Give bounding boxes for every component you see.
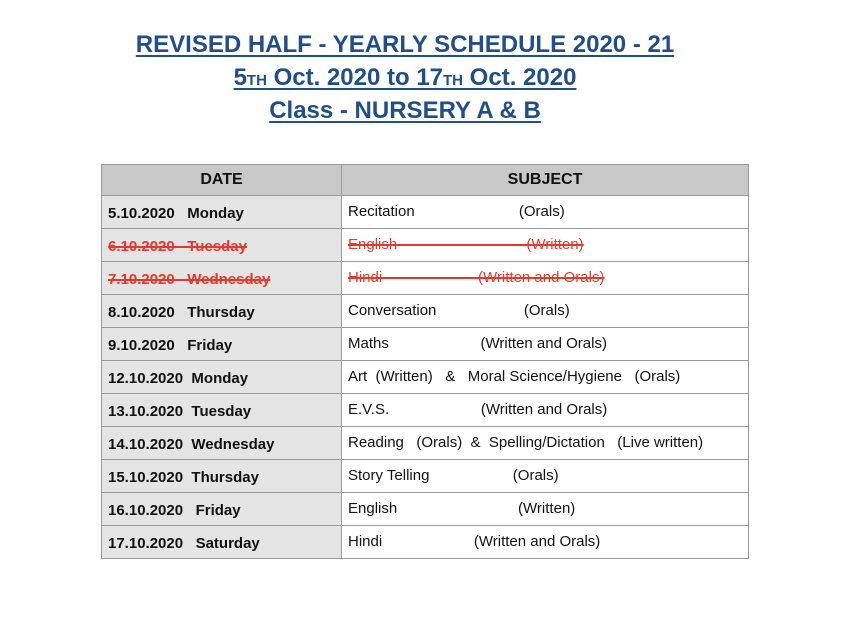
table-row: [102, 460, 749, 493]
exam-date: 15.10.2020 Thursday: [108, 469, 259, 486]
exam-date: 6.10.2020 Tuesday: [108, 238, 247, 255]
exam-date: 7.10.2020 Wednesday: [108, 271, 271, 288]
table-row: [102, 295, 749, 328]
table-row: [102, 394, 749, 427]
exam-date-cell: [102, 229, 342, 262]
exam-subject-cell: [342, 427, 749, 460]
exam-date-cell: [102, 427, 342, 460]
exam-date-cell: [102, 493, 342, 526]
exam-subject-cell: [342, 295, 749, 328]
table-row: [102, 229, 749, 262]
exam-subject: Hindi (Written and Orals): [348, 532, 601, 550]
table-row: [102, 427, 749, 460]
date-column-header: DATE: [102, 165, 342, 196]
exam-subject-cell: [342, 361, 749, 394]
exam-date-cell: [102, 460, 342, 493]
exam-date: 17.10.2020 Saturday: [108, 535, 260, 552]
schedule-title: REVISED HALF - YEARLY SCHEDULE 2020 - 21: [135, 31, 675, 58]
exam-date-cell: [102, 328, 342, 361]
exam-date: 12.10.2020 Monday: [108, 370, 249, 387]
table-row: [102, 493, 749, 526]
start-day-suffix: TH: [246, 72, 267, 89]
exam-subject-cell: [342, 493, 749, 526]
exam-date: 14.10.2020 Wednesday: [108, 436, 275, 453]
date-range-middle: Oct. 2020 to 17: [266, 64, 444, 91]
exam-subject-cell: [342, 229, 749, 262]
exam-date-cell: [102, 295, 342, 328]
exam-subject: Art (Written) & Moral Science/Hygiene (Orals): [348, 367, 681, 385]
exam-subject-cell: [342, 526, 749, 559]
exam-subject-cell: [342, 262, 749, 295]
schedule-table: [101, 164, 749, 559]
exam-subject: E.V.S. (Written and Orals): [348, 400, 608, 418]
exam-date: 5.10.2020 Monday: [108, 205, 244, 222]
table-row: [102, 196, 749, 229]
exam-subject-cell: [342, 394, 749, 427]
exam-date-cell: [102, 361, 342, 394]
exam-date: 8.10.2020 Thursday: [108, 304, 255, 321]
class-line: Class - NURSERY A & B: [269, 97, 541, 124]
exam-subject: Conversation (Orals): [348, 301, 570, 319]
exam-subject: English (Written): [348, 499, 576, 517]
exam-date: 16.10.2020 Friday: [108, 502, 241, 519]
exam-subject: Maths (Written and Orals): [348, 334, 607, 352]
schedule-body: [102, 196, 749, 559]
table-row: [102, 328, 749, 361]
date-range: [0, 64, 810, 92]
exam-subject-cell: [342, 196, 749, 229]
exam-subject: Recitation (Orals): [348, 202, 565, 220]
exam-date-cell: [102, 394, 342, 427]
end-day-suffix: TH: [443, 72, 464, 89]
exam-subject: Reading (Orals) & Spelling/Dictation (Live written): [348, 433, 704, 451]
date-range-end: Oct. 2020: [463, 64, 577, 91]
exam-date-cell: [102, 262, 342, 295]
exam-date-cell: [102, 526, 342, 559]
subject-column-header: SUBJECT: [342, 165, 749, 196]
exam-subject-cell: [342, 328, 749, 361]
table-row: [102, 262, 749, 295]
exam-subject: English (Written): [348, 235, 584, 253]
exam-date: 9.10.2020 Friday: [108, 337, 233, 354]
exam-date-cell: [102, 196, 342, 229]
exam-date: 13.10.2020 Tuesday: [108, 403, 252, 420]
exam-subject-cell: [342, 460, 749, 493]
table-row: [102, 361, 749, 394]
table-row: [102, 526, 749, 559]
start-day: 5: [233, 64, 247, 91]
exam-subject: Hindi (Written and Orals): [348, 268, 605, 286]
exam-subject: Story Telling (Orals): [348, 466, 559, 484]
table-header-row: [102, 165, 749, 196]
